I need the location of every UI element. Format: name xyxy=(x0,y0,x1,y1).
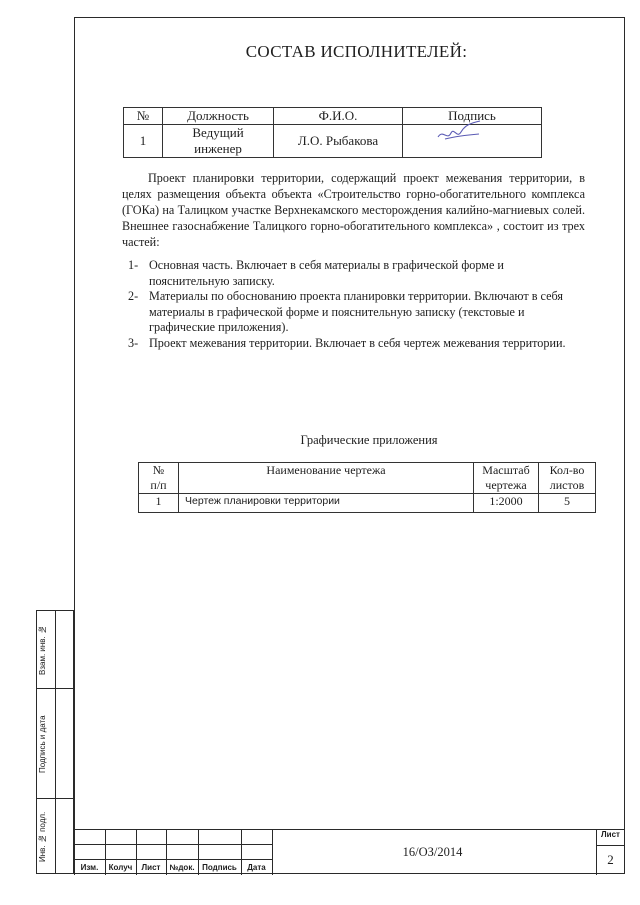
drawings-header-count xyxy=(539,463,596,494)
parts-list xyxy=(122,258,584,351)
tb-line xyxy=(74,844,272,845)
drawings-header-row xyxy=(139,463,596,494)
side-label-inventory: Инв. № подл. xyxy=(38,811,47,863)
signer-signature-cell xyxy=(403,125,542,158)
header-scale-line2: чертежа xyxy=(485,478,527,492)
document-code: 16/ОЗ/2014 xyxy=(402,845,463,859)
list-item-text: Проект межевания территории. Включает в себя чертеж межевания территории. xyxy=(149,335,566,350)
signers-header-position: Должность xyxy=(163,108,274,125)
tb-line xyxy=(74,859,272,860)
drawing-num: 1 xyxy=(139,494,179,513)
list-item-text: Основная часть. Включает в себя материалы в графической форме и пояснительную записку. xyxy=(149,258,504,288)
handwritten-signature xyxy=(435,119,483,143)
tb-line xyxy=(596,845,625,846)
appendix-title: Графические приложения xyxy=(300,433,438,447)
page-title: СОСТАВ ИСПОЛНИТЕЛЕЙ: xyxy=(245,42,468,61)
drawing-count: 5 xyxy=(539,494,596,513)
signers-header-signature: Подпись xyxy=(403,108,542,125)
list-item xyxy=(122,336,584,352)
drawings-table xyxy=(138,462,596,513)
list-item-number: 3- xyxy=(128,335,139,350)
drawing-scale: 1:2000 xyxy=(474,494,539,513)
signer-position: Ведущий инженер xyxy=(163,125,274,158)
drawings-header-scale xyxy=(474,463,539,494)
signers-header-num: № xyxy=(124,108,163,125)
header-num-line1: № xyxy=(152,463,165,477)
tb-label-sheet: Лист xyxy=(141,863,161,872)
side-stamp-strip xyxy=(36,610,74,874)
signer-name: Л.О. Рыбакова xyxy=(274,125,403,158)
side-divider xyxy=(37,798,73,799)
list-item-number: 2- xyxy=(128,289,139,303)
signers-table xyxy=(123,107,542,158)
header-num-line2: п/п xyxy=(150,478,167,492)
signers-header-name: Ф.И.О. xyxy=(274,108,403,125)
side-label-replacement: Взам. инв. № xyxy=(38,625,47,675)
tb-label-date: Дата xyxy=(247,863,266,872)
sheet-label: Лист xyxy=(601,830,620,839)
side-divider xyxy=(37,688,73,689)
header-count-line2: листов xyxy=(549,478,585,492)
list-item-text: Материалы по обоснованию проекта планировки территории. Включают в себя материалы в графической форме и пояснительную записку (текстовые и графические приложения). xyxy=(149,289,563,334)
side-label-signature-date: Подпись и дата xyxy=(38,715,47,773)
composition-paragraph: Проект планировки территории, содержащий проект межевания территории, в целях размещения объекта объекта «Строительство горно-обогатительного комплекса (ГОКа) на Талицком участке Верхнекамского месторождения калийно-магниевых солей. Внешнее газоснабжение Талицкого горно-обогатительного комплекса» , состоит из трех частей: xyxy=(122,171,585,249)
header-scale-line1: Масштаб xyxy=(482,463,530,477)
drawings-header-name: Наименование чертежа xyxy=(179,463,474,494)
list-item xyxy=(122,289,584,336)
list-item-number: 1- xyxy=(128,258,139,272)
tb-label-change: Изм. xyxy=(80,863,99,872)
header-count-line1: Кол-во xyxy=(549,463,585,477)
side-divider xyxy=(55,611,56,873)
table-row xyxy=(124,125,542,158)
table-row xyxy=(139,494,596,513)
tb-label-signature: Подпись xyxy=(202,863,237,872)
signer-num: 1 xyxy=(124,125,163,158)
drawings-header-num xyxy=(139,463,179,494)
tb-label-count: Колуч xyxy=(108,863,133,872)
drawing-name: Чертеж планировки территории xyxy=(179,494,474,513)
tb-label-doc-number: №док. xyxy=(169,863,195,872)
sheet-number: 2 xyxy=(607,852,614,867)
list-item xyxy=(122,258,584,289)
